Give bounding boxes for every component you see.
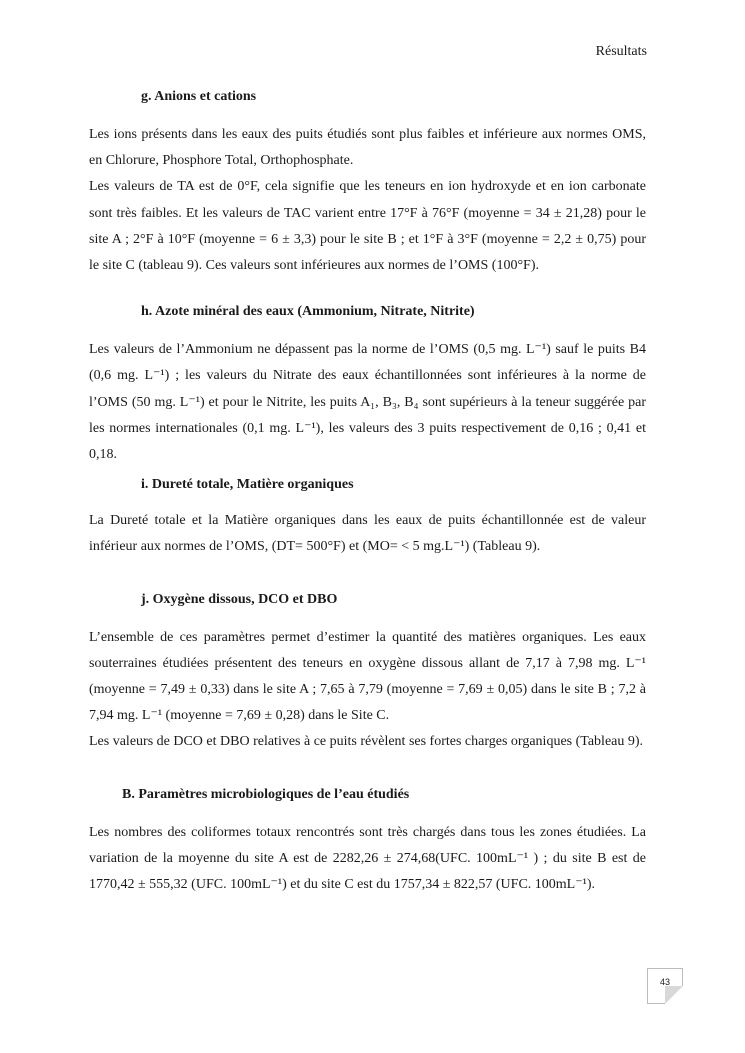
page-body bbox=[89, 84, 646, 898]
paragraph-oxygene-1: L’ensemble de ces paramètres permet d’estimer la quantité des matières organiques. Les eaux souterraines étudiées présentent des teneurs en oxygène dissous allant de 7,17 à 7,98 mg. L⁻¹ (moyenne = 7,49 ± 0,33) dans le site A ; 7,65 à 7,79 (moyenne = 7,69 ± 0,05) dans le site B ; 7,2 à 7,94 mg. L⁻¹ (moyenne = 7,69 ± 0,28) dans le Site C. bbox=[89, 629, 646, 724]
section-heading-microbio: B. Paramètres microbiologiques de l’eau étudiés bbox=[122, 786, 410, 802]
paragraph-microbio: Les nombres des coliformes totaux rencontrés sont très chargés dans tous les zones étudiées. La variation de la moyenne du site A est de 2282,26 ± 274,68(UFC. 100mL⁻¹ ) ; du site B est de 1770,42 ± 555,32 (UFC. 100mL⁻¹) et du site C est du 1757,34 ± 822,57 (UFC. 100mL⁻¹). bbox=[89, 824, 646, 893]
paragraph-anions-1: Les ions présents dans les eaux des puits étudiés sont plus faibles et inférieure aux normes OMS, en Chlorure, Phosphore Total, Orthophosphate. bbox=[89, 127, 646, 169]
section-heading-h: h. Azote minéral des eaux (Ammonium, Nitrate, Nitrite) bbox=[141, 304, 475, 320]
paragraph-oxygene-2: Les valeurs de DCO et DBO relatives à ce puits révèlent ses fortes charges organiques (Tableau 9). bbox=[89, 734, 644, 750]
paragraph-durete: La Dureté totale et la Matière organiques dans les eaux de puits échantillonnée est de valeur inférieur aux normes de l’OMS, (DT= 500°F) et (MO= < 5 mg.L⁻¹) (Tableau 9). bbox=[89, 513, 646, 555]
paragraph-anions-2: Les valeurs de TA est de 0°F, cela signifie que les teneurs en ion hydroxyde et en ion carbonate sont très faibles. Et les valeurs de TAC varient entre 17°F à 76°F (moyenne = 34 ± 21,28) pour le site A ; 2°F à 10°F (moyenne = 6 ± 3,3) pour le site B ; et 1°F à 3°F (moyenne = 2,2 ± 0,75) pour le site C (tableau 9). Ces valeurs sont inférieures aux normes de l’OMS (100°F). bbox=[89, 179, 646, 274]
running-header: Résultats bbox=[595, 44, 647, 59]
page-curl-decoration bbox=[665, 986, 683, 1004]
section-heading-g: g. Anions et cations bbox=[141, 89, 257, 104]
section-heading-i: i. Dureté totale, Matière organiques bbox=[141, 477, 354, 493]
page-number: 43 bbox=[659, 977, 670, 987]
paragraph-azote: Les valeurs de l’Ammonium ne dépassent pas la norme de l’OMS (0,5 mg. L⁻¹) sauf le puits B4 (0,6 mg. L⁻¹) ; les valeurs du Nitrate des eaux échantillonnées sont inférieures à la norme de l’OMS (50 mg. L⁻¹) et pour le Nitrite, les puits A₁, B₃, B₄ sont supérieurs à la teneur suggérée par les normes internationales (0,1 mg. L⁻¹), les valeurs des 3 puits respectivement de 0,16 ; 0,41 et 0,18. bbox=[89, 342, 646, 463]
page-number-box bbox=[647, 968, 683, 1004]
section-heading-j: j. Oxygène dissous, DCO et DBO bbox=[141, 591, 338, 607]
